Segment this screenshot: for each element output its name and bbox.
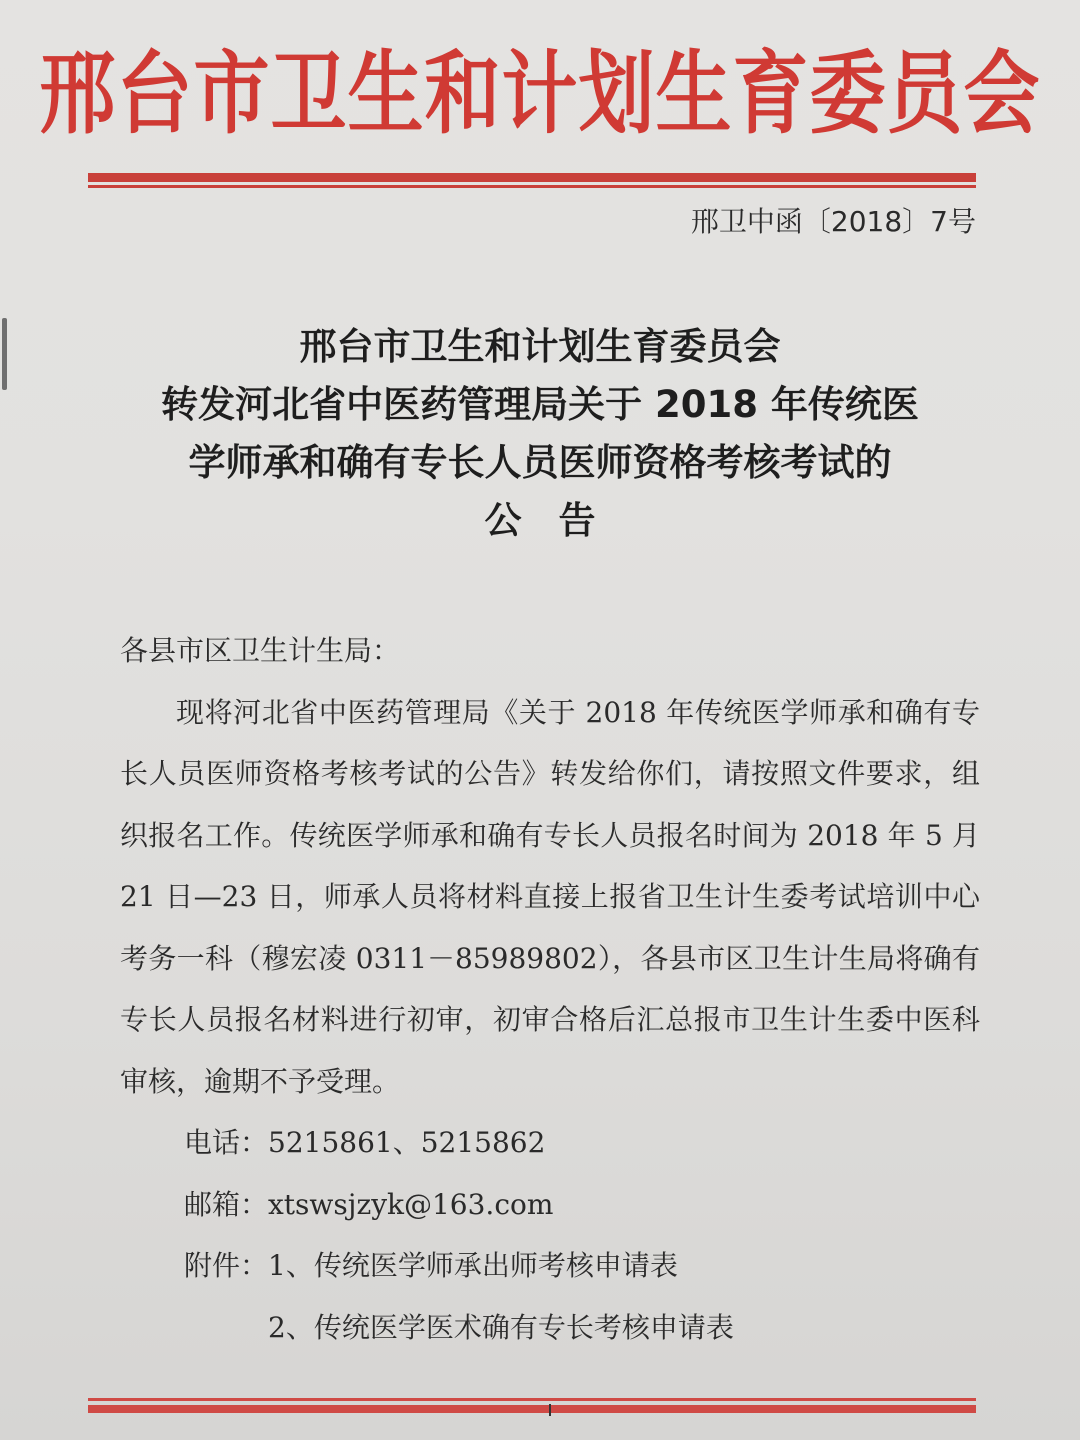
document-title [0, 318, 1080, 550]
email-line [120, 1174, 980, 1236]
masthead-red-rule [88, 173, 976, 188]
attachment-item: 2、传统医学医术确有专长考核申请表 [268, 1310, 734, 1344]
document-number: 邢卫中函〔2018〕7号 [690, 205, 976, 238]
masthead-org-name: 邢台市卫生和计划生育委员会 [39, 40, 1041, 146]
attachments-label: 附件： [184, 1249, 269, 1282]
title-line: 邢台市卫生和计划生育委员会 [299, 325, 781, 368]
attachments-list [268, 1235, 734, 1358]
title-line: 学师承和确有专长人员医师资格考核考试的 [188, 441, 892, 484]
email-label: 邮箱： [184, 1187, 269, 1221]
title-line: 转发河北省中医药管理局关于 2018 年传统医 [161, 383, 919, 426]
footer-red-rule [88, 1398, 976, 1413]
document-body [120, 620, 980, 1358]
page-tick-mark [549, 1404, 551, 1416]
body-paragraph: 现将河北省中医药管理局《关于 2018 年传统医学师承和确有专长人员医师资格考核考试的公告》转发给你们，请按照文件要求，组织报名工作。传统医学师承和确有专长人员报名时间为 2018 年 5 月 21 日—23 日，师承人员将材料直接上报省卫生计生委考试培训中心考务一科（穆宏凌 0311－85989802），各县市区卫生计生局将确有专长人员报名材料进行初审，初审合格后汇总报市卫生计生委中医科审核，逾期不予受理。 [120, 695, 980, 1098]
phone-label: 电话： [184, 1126, 269, 1159]
attachments [120, 1235, 980, 1358]
phone-line [120, 1112, 980, 1174]
phone-numbers: 5215861、5215862 [268, 1126, 546, 1159]
title-line: 公 告 [484, 499, 596, 542]
email-address: xtswsjzyk@163.com [268, 1187, 554, 1221]
salutation: 各县市区卫生计生局： [120, 634, 401, 667]
attachment-item: 1、传统医学师承出师考核申请表 [268, 1249, 678, 1282]
